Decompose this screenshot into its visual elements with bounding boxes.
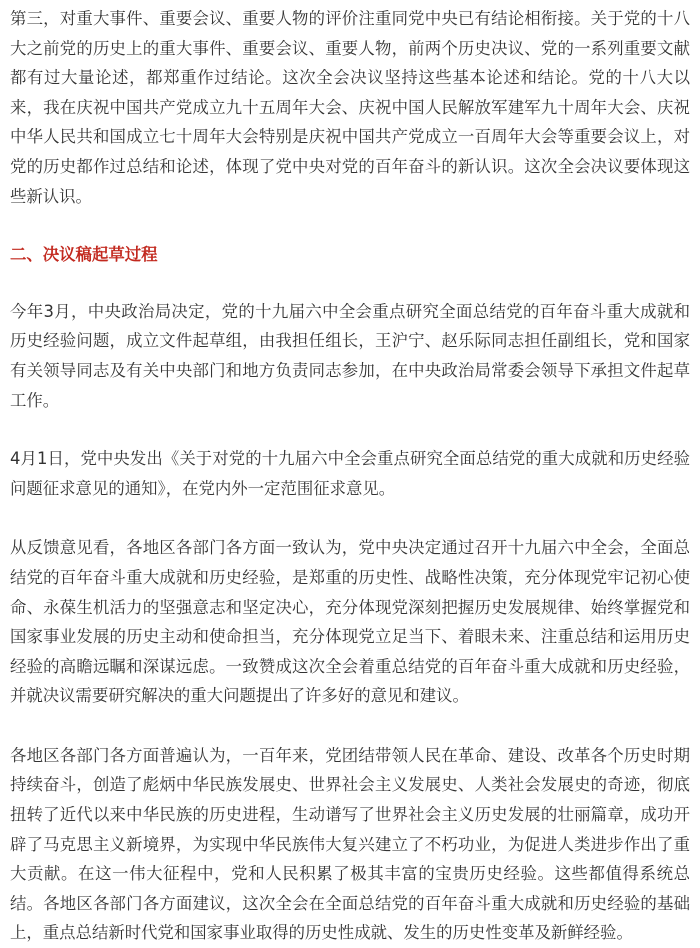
paragraph-notice: 4月1日，党中央发出《关于对党的十九届六中全会重点研究全面总结党的重大成就和历史经验问题征求意见的通知》，在党内外一定范围征求意见。 [10, 449, 690, 498]
paragraph-feedback: 从反馈意见看，各地区各部门各方面一致认为，党中央决定通过召开十九届六中全会，全面总结党的百年奋斗重大成就和历史经验，是郑重的历史性、战略性决策，充分体现党牢记初心使命、永葆生机活力的坚强意志和坚定决心，充分体现党深刻把握历史发展规律、始终掌握党和国家事业发展的历史主动和使命担当，充分体现党立足当下、着眼未来、注重总结和运用历史经验的高瞻远瞩和深谋远虑。一致赞成这次全会着重总结党的百年奋斗重大成就和历史经验，并就决议需要研究解决的重大问题提出了许多好的意见和建议。 [10, 538, 690, 706]
paragraph-drafting-group: 今年3月，中央政治局决定，党的十九届六中全会重点研究全面总结党的百年奋斗重大成就和历史经验问题，成立文件起草组，由我担任组长，王沪宁、赵乐际同志担任副组长，党和国家有关领导同志及有关中央部门和地方负责同志参加，在中央政治局常委会领导下承担文件起草工作。 [10, 301, 690, 410]
article-body [10, 4, 690, 948]
paragraph-general-view: 各地区各部门各方面普遍认为，一百年来，党团结带领人民在革命、建设、改革各个历史时期持续奋斗，创造了彪炳中华民族发展史、世界社会主义发展史、人类社会发展史的奇迹，彻底扭转了近代以来中华民族的历史进程，生动谱写了世界社会主义历史发展的壮丽篇章，成功开辟了马克思主义新境界，为实现中华民族伟大复兴建立了不朽功业，为促进人类进步作出了重大贡献。在这一伟大征程中，党和人民积累了极其丰富的宝贵历史经验。这些都值得系统总结。各地区各部门各方面建议，这次全会在全面总结党的百年奋斗重大成就和历史经验的基础上，重点总结新时代党和国家事业取得的历史性成就、发生的历史性变革及新鲜经验。 [10, 745, 690, 943]
section-heading: 二、决议稿起草过程 [10, 245, 158, 265]
paragraph-evaluation-principle: 第三，对重大事件、重要会议、重要人物的评价注重同党中央已有结论相衔接。关于党的十八大之前党的历史上的重大事件、重要会议、重要人物，前两个历史决议、党的一系列重要文献都有过大量论述，都郑重作过结论。这次全会决议坚持这些基本论述和结论。党的十八大以来，我在庆祝中国共产党成立九十五周年大会、庆祝中国人民解放军建军九十周年大会、庆祝中华人民共和国成立七十周年大会特别是庆祝中国共产党成立一百周年大会等重要会议上，对党的历史都作过总结和论述，体现了党中央对党的百年奋斗的新认识。这次全会决议要体现这些新认识。 [10, 9, 690, 206]
